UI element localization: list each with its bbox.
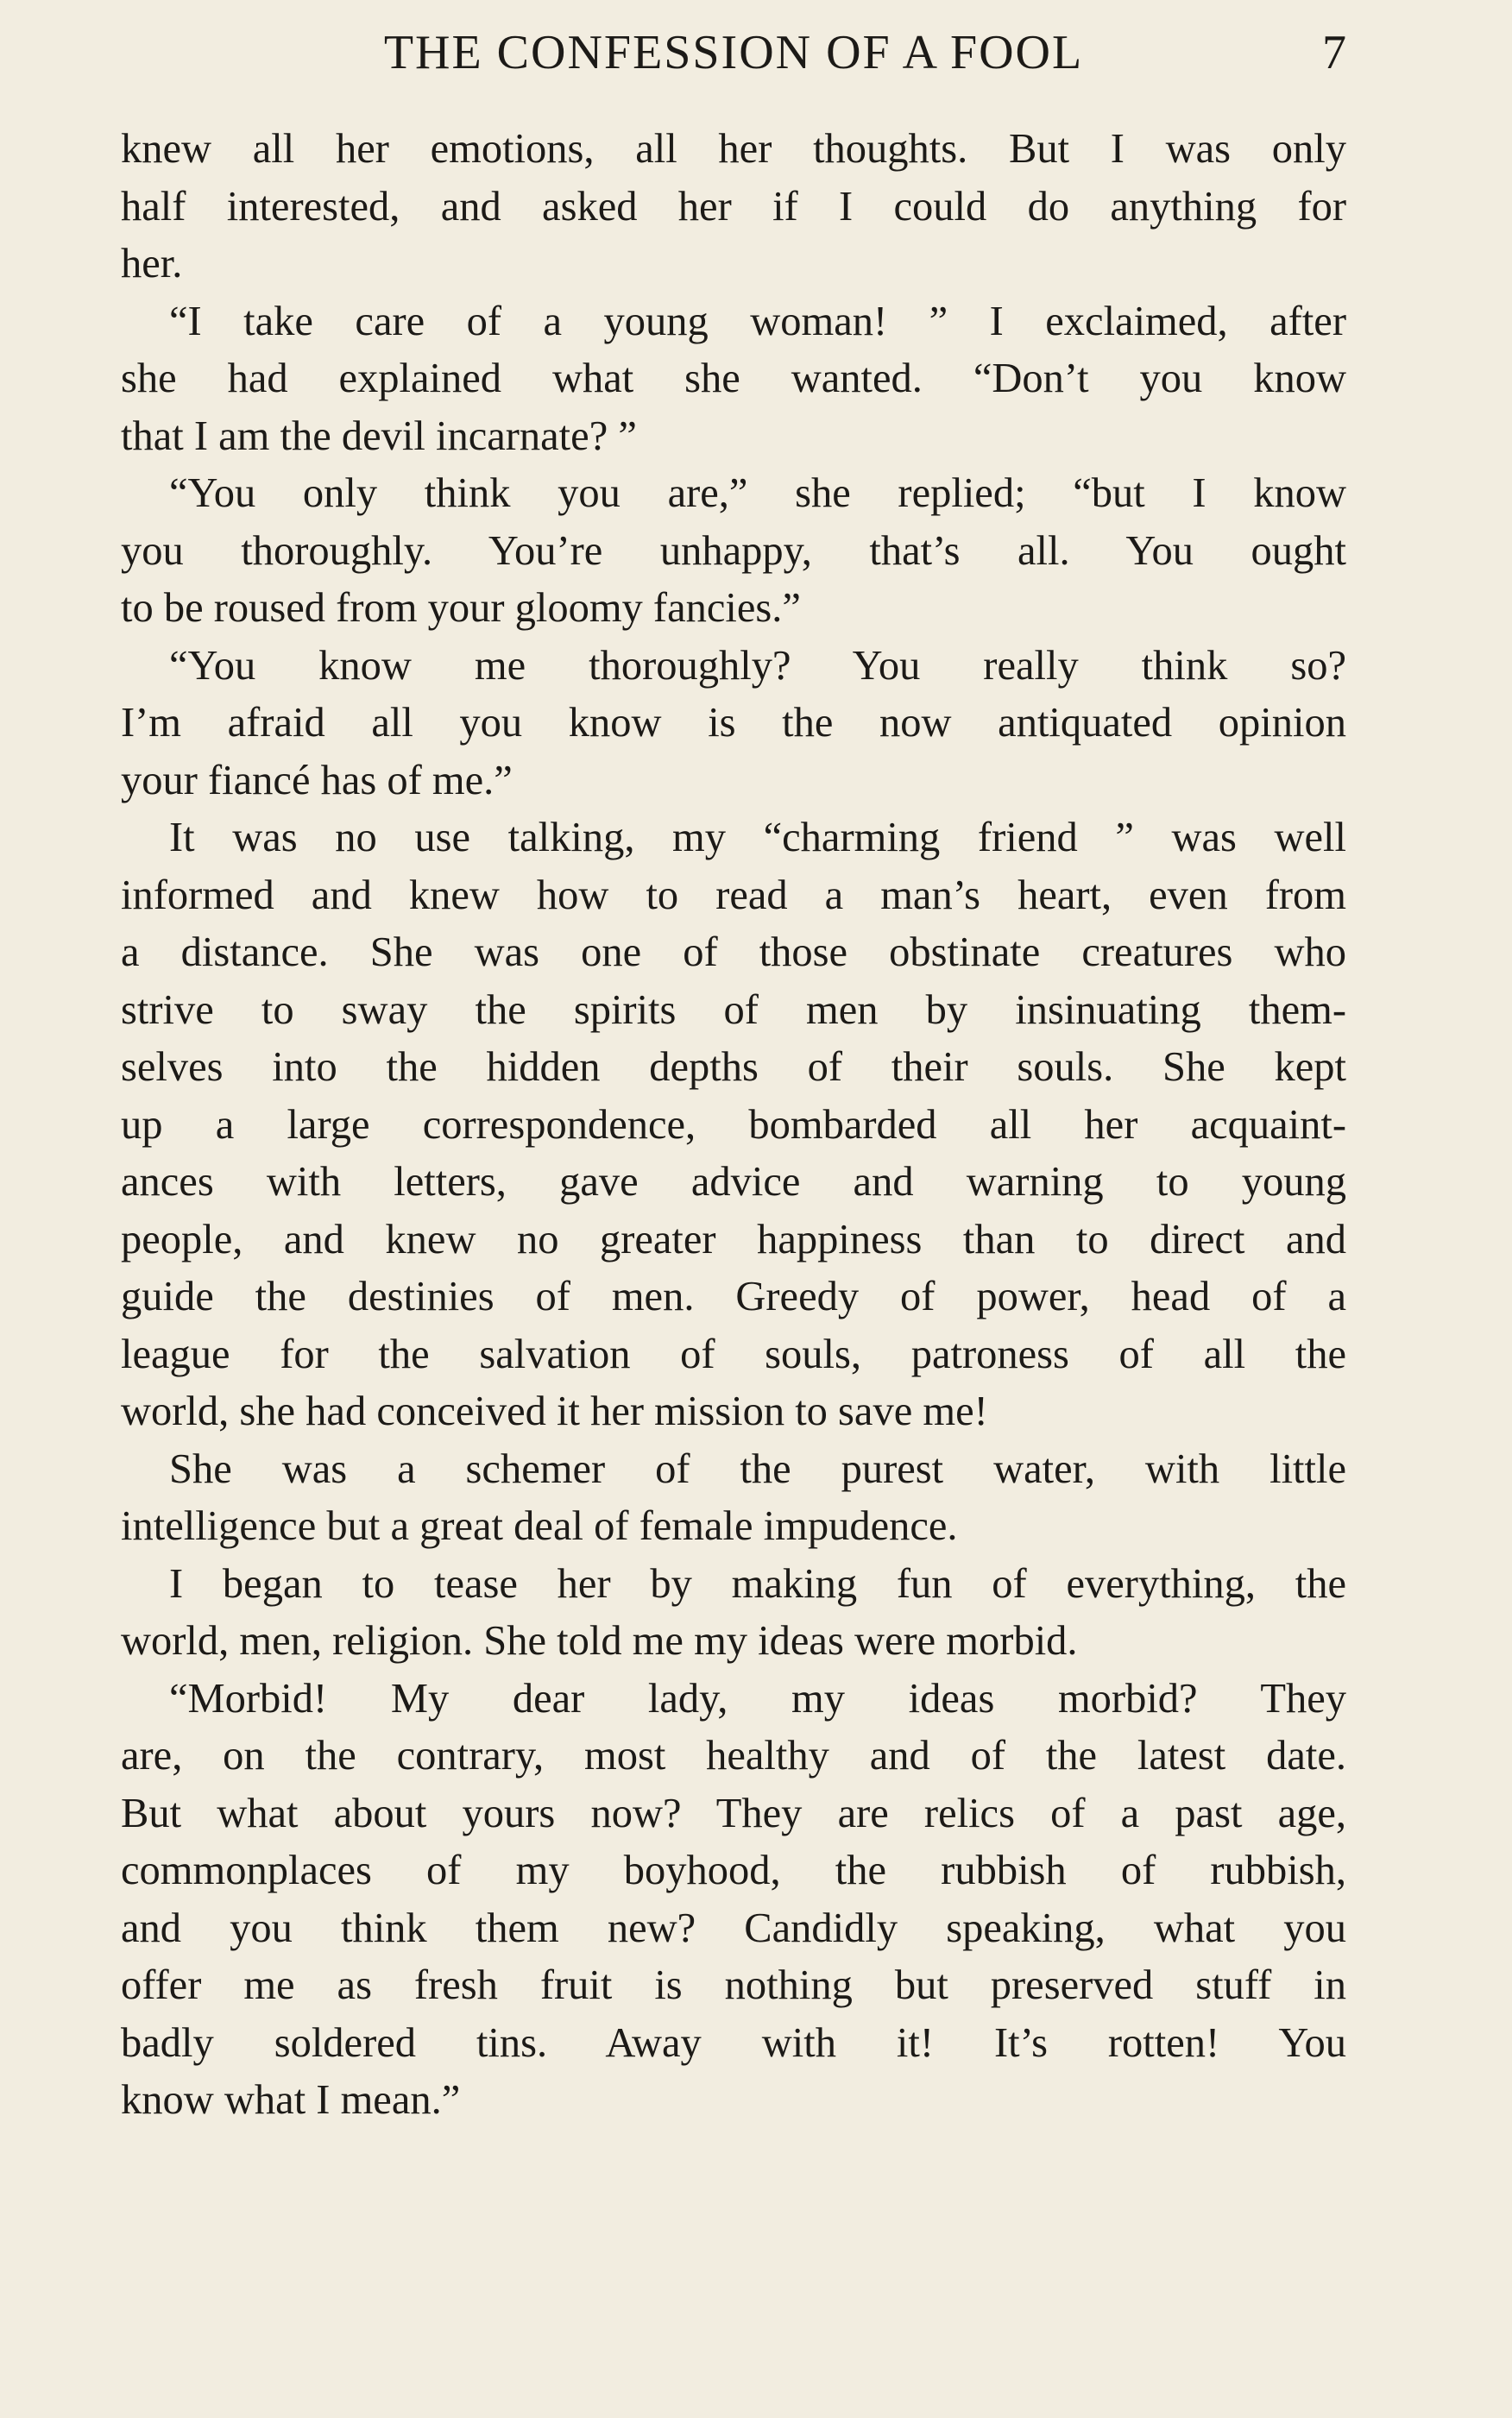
text-line: know what I mean.” — [121, 2077, 461, 2123]
text-line: world, men, religion. She told me my ideas were morbid. — [121, 1618, 1078, 1664]
text-line: to be roused from your gloomy fancies.” — [121, 585, 801, 631]
text-line: she had explained what she wanted. “Don’t you know — [121, 356, 1346, 401]
text-line: I began to tease her by making fun of everything, the — [169, 1560, 1346, 1607]
running-title: THE CONFESSION OF A FOOL — [383, 26, 1084, 79]
page-number: 7 — [1322, 26, 1346, 79]
text-line: guide the destinies of men. Greedy of power, head of a — [121, 1274, 1346, 1319]
text-line: badly soldered tins. Away with it! It’s rotten! You — [121, 2019, 1346, 2066]
text-line: But what about yours now? They are relics of a past age, — [121, 1790, 1346, 1836]
text-line: league for the salvation of souls, patroness of all the — [121, 1331, 1346, 1377]
text-line: “You only think you are,” she replied; “but I know — [169, 470, 1346, 516]
text-line: “I take care of a young woman! ” I exclaimed, after — [169, 298, 1346, 344]
text-line: that I am the devil incarnate? ” — [121, 412, 637, 459]
text-line: your fiancé has of me.” — [121, 757, 513, 803]
text-line: you thoroughly. You’re unhappy, that’s all. You ought — [121, 527, 1346, 574]
text-line: ances with letters, gave advice and warning to young — [121, 1159, 1346, 1205]
text-line: offer me as fresh fruit is nothing but preserved stuff in — [121, 1962, 1346, 2008]
text-line: a distance. She was one of those obstinate creatures who — [121, 929, 1346, 975]
text-line: intelligence but a great deal of female impudence. — [121, 1503, 958, 1549]
running-head — [121, 22, 1346, 83]
text-line: “You know me thoroughly? You really think so? — [169, 642, 1346, 689]
text-line: I’m afraid all you know is the now antiquated opinion — [121, 700, 1346, 746]
text-line: are, on the contrary, most healthy and of the latest date. — [121, 1733, 1346, 1779]
text-line: half interested, and asked her if I could do anything for — [121, 183, 1346, 230]
text-line: her. — [121, 241, 183, 287]
text-line: commonplaces of my boyhood, the rubbish of rubbish, — [121, 1848, 1346, 1893]
text-line: strive to sway the spirits of men by insinuating them- — [121, 986, 1346, 1033]
text-line: selves into the hidden depths of their souls. She kept — [121, 1044, 1346, 1090]
text-line: knew all her emotions, all her thoughts. But I was only — [121, 126, 1346, 172]
text-line: up a large correspondence, bombarded all her acquaint- — [121, 1101, 1346, 1148]
text-line: It was no use talking, my “charming friend ” was well — [169, 815, 1346, 860]
body-text — [121, 121, 1346, 2130]
text-line: “Morbid! My dear lady, my ideas morbid? They — [169, 1675, 1346, 1722]
text-line: world, she had conceived it her mission to save me! — [121, 1388, 988, 1434]
text-line: She was a schemer of the purest water, with little — [169, 1445, 1346, 1492]
text-line: people, and knew no greater happiness than to direct and — [121, 1216, 1346, 1263]
text-line: informed and knew how to read a man’s heart, even from — [121, 872, 1346, 918]
text-line: and you think them new? Candidly speaking, what you — [121, 1905, 1346, 1951]
